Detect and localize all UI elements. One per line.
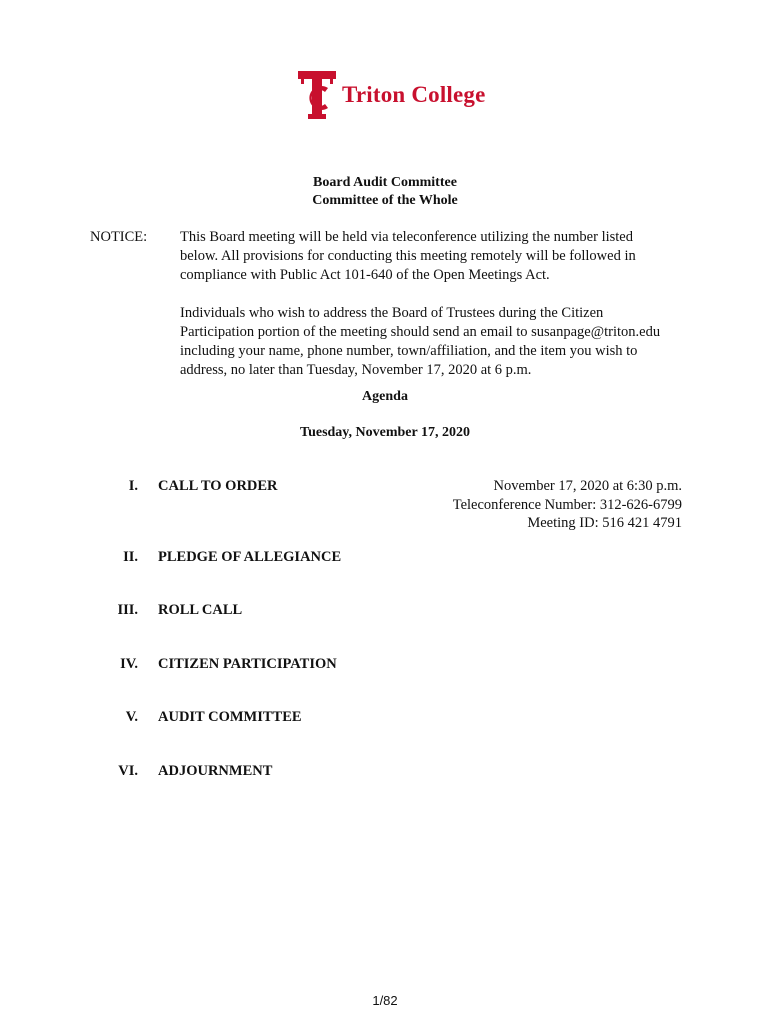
agenda-item-title: AUDIT COMMITTEE [158, 709, 302, 725]
agenda-item-number: I. [128, 478, 138, 494]
notice-paragraph: This Board meeting will be held via teleconference utilizing the number listed below. All provisions for conducting this meeting remotely will be followed in compliance with Public Act 101-640 of the Open Meetings Act. [180, 229, 636, 283]
meeting-details [453, 477, 682, 533]
agenda-item-title: CITIZEN PARTICIPATION [158, 656, 337, 672]
agenda-date: Tuesday, November 17, 2020 [300, 425, 470, 440]
logo-text: Triton College [342, 82, 486, 107]
agenda-item-number: IV. [120, 656, 138, 672]
meeting-datetime: November 17, 2020 at 6:30 p.m. [493, 478, 682, 494]
agenda-item-title: ADJOURNMENT [158, 763, 273, 779]
agenda-heading: Agenda [362, 389, 408, 404]
agenda-item-number: V. [125, 709, 138, 725]
committee-subtitle: Committee of the Whole [312, 193, 458, 208]
agenda-item-title: CALL TO ORDER [158, 478, 278, 494]
committee-title: Board Audit Committee [313, 175, 457, 190]
agenda-item-number: III. [117, 602, 138, 618]
agenda-item-number: II. [123, 549, 138, 565]
agenda-item-title: ROLL CALL [158, 602, 243, 618]
notice-body [180, 228, 680, 399]
document-title [0, 174, 770, 210]
tc-monogram-icon [298, 71, 336, 119]
meeting-id: Meeting ID: 516 421 4791 [527, 515, 682, 531]
teleconference-number: Teleconference Number: 312-626-6799 [452, 496, 682, 513]
notice-paragraph: Individuals who wish to address the Board of Trustees during the Citizen Participation portion of the meeting should send an email to susanpage@triton.edu including your name, phone number, town/affiliation, and the item you wish to address, no later than Tuesday, November 17, 2020 at 6 p.m. [180, 305, 661, 378]
page-number: 1/82 [372, 993, 398, 1008]
triton-college-logo [298, 70, 486, 120]
agenda-item-number: VI. [118, 763, 138, 779]
agenda-item-title: PLEDGE OF ALLEGIANCE [158, 549, 342, 565]
notice-label: NOTICE: [90, 229, 148, 245]
